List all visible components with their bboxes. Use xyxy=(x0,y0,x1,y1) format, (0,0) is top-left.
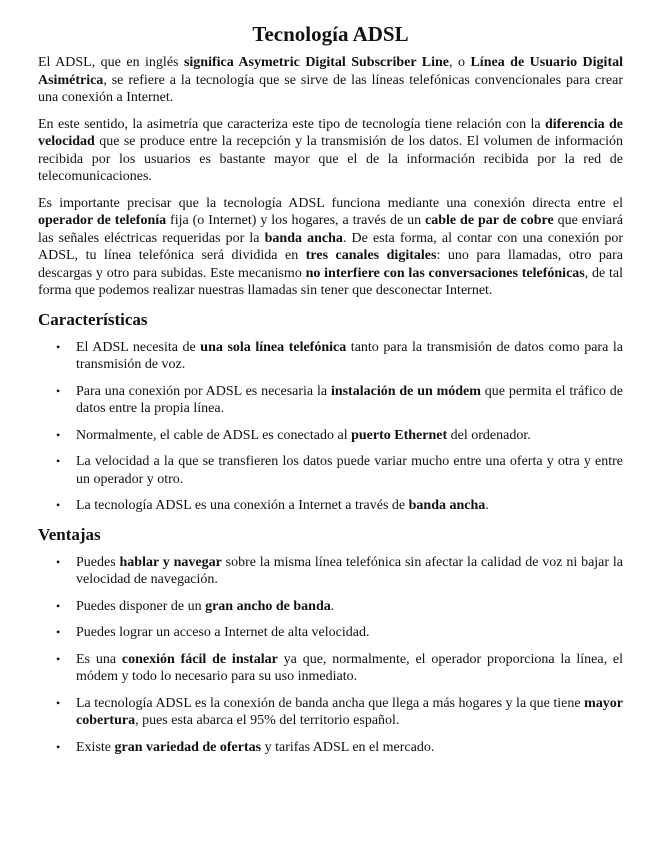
list-item xyxy=(38,624,623,642)
bold-run: gran ancho de banda xyxy=(205,598,331,614)
operation-paragraph xyxy=(38,195,623,300)
bold-run: banda ancha xyxy=(264,230,343,246)
page-title: Tecnología ADSL xyxy=(252,22,409,46)
bold-run: mayor cobertura xyxy=(76,695,623,728)
bold-run: hablar y navegar xyxy=(119,554,222,570)
bold-run: significa Asymetric Digital Subscriber Line xyxy=(183,55,450,70)
bold-run: puerto Ethernet xyxy=(351,427,448,443)
text-run: del ordenador. xyxy=(447,427,531,443)
list-item xyxy=(38,339,623,374)
ventajas-list xyxy=(38,554,623,757)
bullet-icon: • xyxy=(56,739,61,754)
list-item xyxy=(38,554,623,589)
text-run: Para una conexión por ADSL es necesaria la xyxy=(76,383,331,399)
bold-run: no interfiere con las conversaciones telefónicas xyxy=(305,265,585,281)
text-run: La velocidad a la que se transfieren los datos puede variar mucho entre una oferta y otra y entre un operador y otro. xyxy=(76,454,623,487)
text-run: La tecnología ADSL es una conexión a Internet a través de xyxy=(76,498,409,513)
bullet-icon: • xyxy=(56,383,61,398)
list-item xyxy=(38,651,623,686)
caracteristicas-list xyxy=(38,339,623,515)
bullet-icon: • xyxy=(56,454,61,468)
text-run: Puedes lograr un acceso a Internet de alta velocidad. xyxy=(76,625,370,640)
section-heading-caracteristicas: Características xyxy=(38,309,148,329)
list-item xyxy=(38,427,623,445)
list-item xyxy=(38,739,623,757)
bold-run: Línea de Usuario Digital Asimétrica xyxy=(38,55,623,88)
text-run: Es importante precisar que la tecnología ADSL funciona mediante una conexión directa entre el xyxy=(38,195,623,211)
bullet-icon: • xyxy=(56,651,61,666)
list-item xyxy=(38,497,623,515)
text-run: que permita el tráfico de datos entre la propia línea. xyxy=(76,383,623,416)
bold-run: cable de par de cobre xyxy=(425,213,554,228)
bold-run: gran variedad de ofertas xyxy=(114,739,262,755)
list-item xyxy=(38,383,623,418)
text-run: , se refiere a la tecnología que se sirve de las líneas telefónicas convencionales para crear una conexión a Internet. xyxy=(38,72,623,105)
asymmetry-paragraph xyxy=(38,116,623,186)
text-run: Puedes disponer de un xyxy=(76,598,206,614)
text-run: La tecnología ADSL es la conexión de banda ancha que llega a más hogares y la que tiene xyxy=(76,695,585,711)
list-item xyxy=(38,453,623,488)
bold-run: instalación de un módem xyxy=(330,383,481,399)
text-run: Existe xyxy=(76,739,115,755)
text-run: . xyxy=(485,498,489,513)
bullet-icon: • xyxy=(56,554,61,569)
bold-run: diferencia de velocidad xyxy=(38,116,623,149)
text-run: . xyxy=(330,598,335,614)
bullet-icon: • xyxy=(56,498,61,512)
text-run: En este sentido, la asimetría que caracteriza este tipo de tecnología tiene relación con la xyxy=(38,116,545,132)
bold-run: banda ancha xyxy=(408,498,486,513)
bullet-icon: • xyxy=(56,695,61,710)
bold-run: tres canales digitales xyxy=(305,248,437,263)
text-run: Normalmente, el cable de ADSL es conectado al xyxy=(76,427,352,443)
bullet-icon: • xyxy=(56,427,61,442)
text-run: y tarifas ADSL en el mercado. xyxy=(261,739,435,755)
text-run: Es una xyxy=(76,651,122,667)
bold-run: operador de telefonía xyxy=(38,213,167,228)
text-run: ya que, normalmente, el operador proporciona la línea, el módem y todo lo necesario para su uso inmediato. xyxy=(76,651,624,684)
bullet-icon: • xyxy=(56,598,61,613)
bullet-icon: • xyxy=(56,339,61,354)
text-run: Puedes xyxy=(76,554,120,570)
text-run: : uno para llamadas, otro para descargas y otro para subidas. Este mecanismo xyxy=(38,248,623,281)
text-run: , de tal forma que podemos realizar nuestras llamadas sin tener que desconectar Internet. xyxy=(38,265,623,298)
list-item xyxy=(38,695,623,730)
text-run: fija (o Internet) y los hogares, a través de un xyxy=(166,213,426,228)
list-item xyxy=(38,598,623,616)
text-run: que enviará las señales eléctricas requeridas por la xyxy=(38,213,623,246)
bold-run: conexión fácil de instalar xyxy=(121,651,278,667)
text-run: El ADSL necesita de xyxy=(76,339,201,355)
text-run: sobre la misma línea telefónica sin afectar la calidad de voz ni bajar la velocidad de navegación. xyxy=(76,554,623,587)
text-run: El ADSL, que en inglés xyxy=(38,55,184,70)
intro-paragraph xyxy=(38,54,623,107)
section-heading-ventajas: Ventajas xyxy=(38,524,101,544)
text-run: , o xyxy=(449,55,471,70)
text-run: tanto para la transmisión de datos como para la transmisión de voz. xyxy=(76,339,623,372)
text-run: , pues esta abarca el 95% del territorio español. xyxy=(135,713,400,728)
text-run: que se produce entre la recepción y la transmisión de los datos. El volumen de información recibida por los usuarios es bastante mayor que el de la información recibida por la red de telecomunicaciones. xyxy=(38,134,623,184)
text-run: . De esta forma, al contar con una conexión por ADSL, tu línea telefónica será dividida en xyxy=(38,230,623,263)
bold-run: una sola línea telefónica xyxy=(200,339,347,355)
bullet-icon: • xyxy=(56,625,61,639)
